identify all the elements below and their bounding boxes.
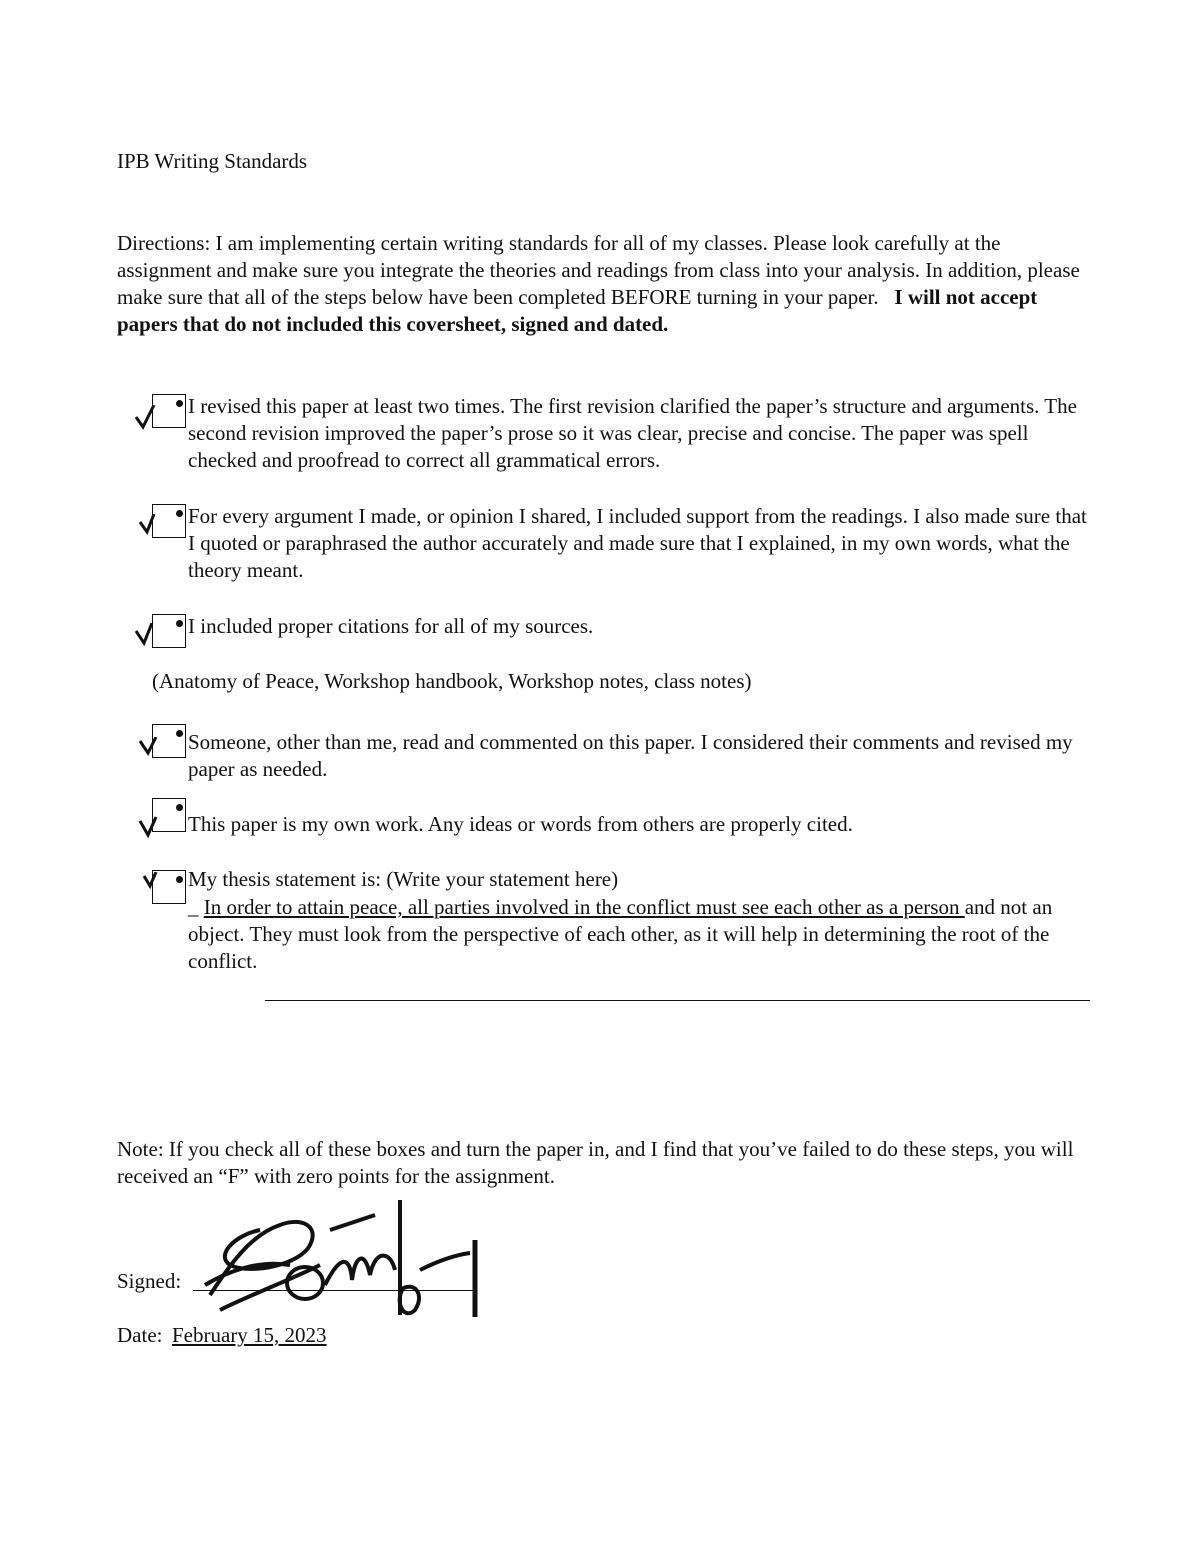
directions-bold-warning: I will not accept papers that do not included this coversheet, signed and dated. xyxy=(117,285,1038,336)
checkbox-thesis[interactable] xyxy=(152,870,186,904)
date-value[interactable]: February 15, 2023 xyxy=(172,1323,327,1347)
checkbox-reviewed[interactable] xyxy=(152,724,186,758)
thesis-fill-line xyxy=(265,1000,1090,1001)
directions-paragraph xyxy=(117,230,1097,338)
thesis-rest: and not an object. They must look from the perspective of each other, as it will help in determining the root of the xyxy=(188,895,1053,946)
checkbox-revised[interactable] xyxy=(152,394,186,428)
signed-label: Signed: xyxy=(117,1269,182,1293)
thesis-statement[interactable] xyxy=(188,894,1098,975)
note-paragraph: Note: If you check all of these boxes and turn the paper in, and I find that you’ve failed to do these steps, you will received an “F” with zero points for the assignment. xyxy=(117,1137,1074,1188)
checkbox-support[interactable] xyxy=(152,504,186,538)
thesis-underlined: In order to attain peace, all parties involved in the conflict must see each other as a person xyxy=(203,895,965,919)
directions-text: Directions: I am implementing certain writing standards for all of my classes. Please look carefully at the assignment and make sure you integrate the theories and readings from class into your analysis. In addition, please make sure that all of the steps below have been completed BEFORE turning in your paper. xyxy=(117,231,1080,309)
signature-image xyxy=(190,1195,490,1325)
page-title: IPB Writing Standards xyxy=(117,149,308,173)
checklist-item-citations: I included proper citations for all of my sources. xyxy=(188,614,594,638)
thesis-last: conflict. xyxy=(188,949,258,973)
sources-list: (Anatomy of Peace, Workshop handbook, Workshop notes, class notes) xyxy=(152,669,752,693)
checkbox-citations[interactable] xyxy=(152,614,186,648)
checkbox-own-work[interactable] xyxy=(152,798,186,832)
checklist-item-support: For every argument I made, or opinion I shared, I included support from the readings. I also made sure that I quoted or paraphrased the author accurately and made sure that I explained, in my own words, what the theory meant. xyxy=(188,504,1087,582)
checklist-item-reviewed: Someone, other than me, read and commented on this paper. I considered their comments and revised my paper as needed. xyxy=(188,730,1073,781)
checklist-item-own-work: This paper is my own work. Any ideas or words from others are properly cited. xyxy=(188,812,853,836)
date-label: Date: xyxy=(117,1323,163,1347)
checklist-item-revised: I revised this paper at least two times. The first revision clarified the paper’s structure and arguments. The second revision improved the paper’s prose so it was clear, precise and concise. The paper was spell checked and proofread to correct all grammatical errors. xyxy=(188,394,1077,472)
thesis-prefix: _ xyxy=(188,895,204,919)
checklist-item-thesis: My thesis statement is: (Write your statement here) xyxy=(188,867,619,891)
